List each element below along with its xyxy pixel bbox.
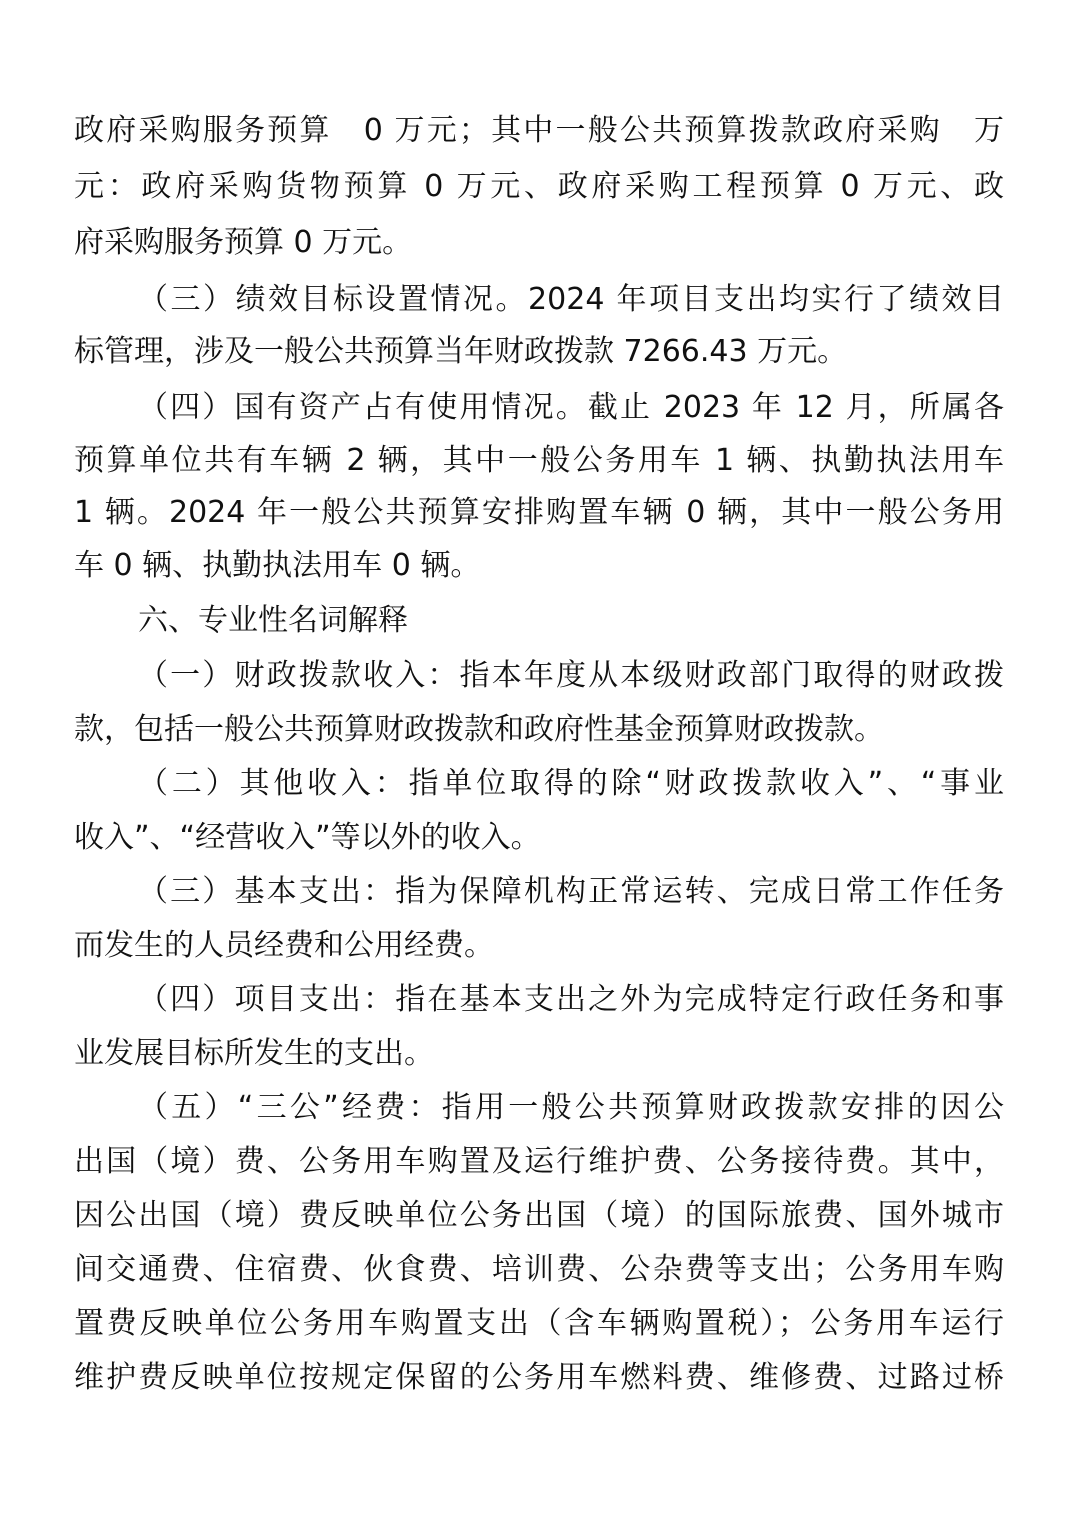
text-line: 间交通费、住宿费、伙食费、培训费、公杂费等支出；公务用车购 [74,1252,1004,1287]
text-line: 出国（境）费、公务用车购置及运行维护费、公务接待费。其中， [74,1144,1004,1179]
text-line: 预算单位共有车辆 2 辆，其中一般公务用车 1 辆、执勤执法用车 [74,443,1004,478]
text-line: 维护费反映单位按规定保留的公务用车燃料费、维修费、过路过桥 [74,1360,1004,1395]
text-line: 款，包括一般公共预算财政拨款和政府性基金预算财政拨款。 [74,712,884,747]
text-line: 而发生的人员经费和公用经费。 [74,928,494,963]
text-line: 府采购服务预算 0 万元。 [74,225,413,260]
text-line: 1 辆。2024 年一般公共预算安排购置车辆 0 辆，其中一般公务用 [74,495,1004,530]
text-line: 因公出国（境）费反映单位公务出国（境）的国际旅费、国外城市 [74,1198,1004,1233]
text-line: （三）绩效目标设置情况。2024 年项目支出均实行了绩效目 [138,282,1004,317]
text-line: （四）项目支出：指在基本支出之外为完成特定行政任务和事 [138,982,1004,1017]
text-line: （二）其他收入：指单位取得的除“财政拨款收入”、“事业 [138,766,1004,801]
text-line: 置费反映单位公务用车购置支出（含车辆购置税）；公务用车运行 [74,1306,1004,1341]
text-line: （四）国有资产占有使用情况。截止 2023 年 12 月，所属各 [138,390,1004,425]
text-line: 收入”、“经营收入”等以外的收入。 [74,820,541,855]
text-line: 业发展目标所发生的支出。 [74,1036,434,1071]
text-line: （五）“三公”经费：指用一般公共预算财政拨款安排的因公 [138,1090,1004,1125]
text-line: 元：政府采购货物预算 0 万元、政府采购工程预算 0 万元、政 [74,169,1004,204]
text-line: （一）财政拨款收入：指本年度从本级财政部门取得的财政拨 [138,658,1004,693]
text-line: 车 0 辆、执勤执法用车 0 辆。 [74,548,481,583]
text-line: 标管理，涉及一般公共预算当年财政拨款 7266.43 万元。 [74,334,848,369]
section-heading: 六、专业性名词解释 [138,603,408,638]
text-line: 政府采购服务预算 0 万元；其中一般公共预算拨款政府采购 万 [74,113,1004,148]
text-line: （三）基本支出：指为保障机构正常运转、完成日常工作任务 [138,874,1004,909]
